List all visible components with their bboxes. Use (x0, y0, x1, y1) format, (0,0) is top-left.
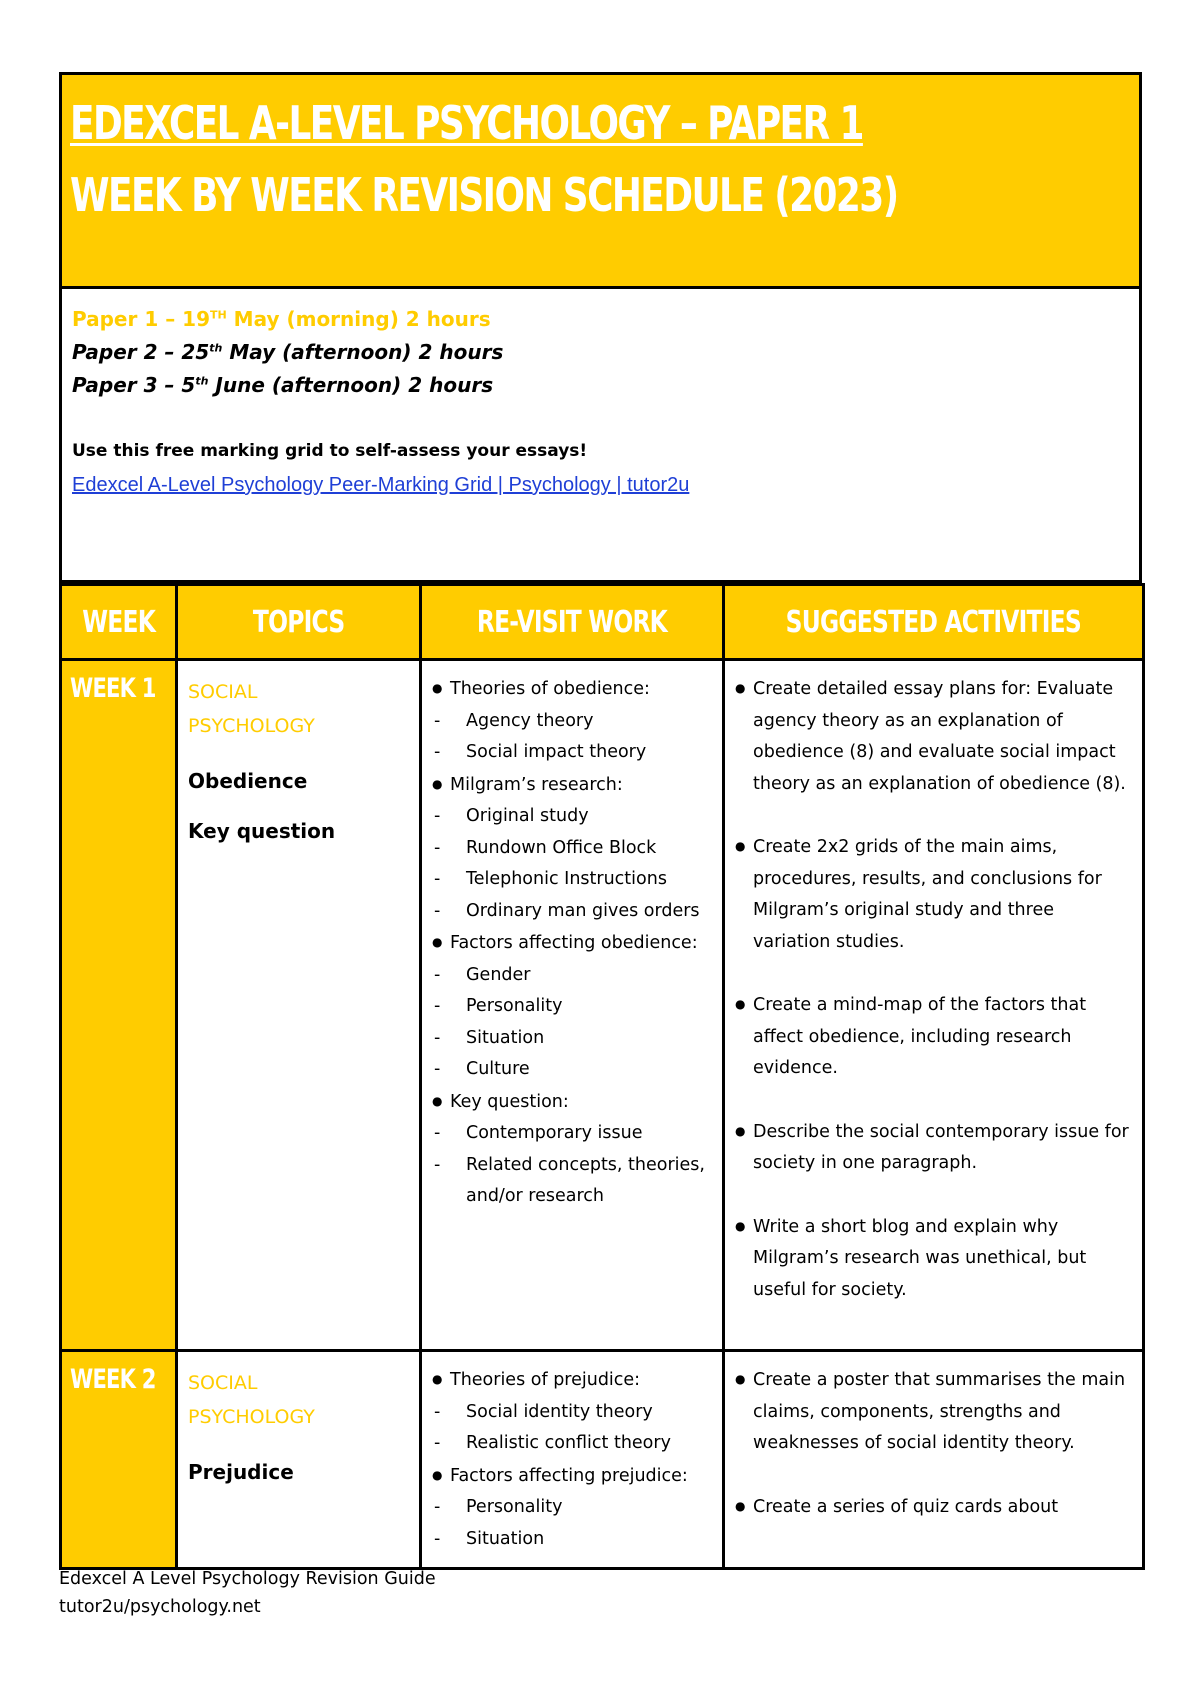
revisit-subitem: - Culture (432, 1054, 712, 1086)
title-line-1: EDEXCEL A-LEVEL PSYCHOLOGY – PAPER 1 (70, 96, 863, 150)
revisit-subitem: - Personality (432, 1492, 712, 1524)
revisit-bullet: ● Factors affecting obedience: (432, 927, 712, 960)
header-activities: SUGGESTED ACTIVITIES (724, 585, 1144, 660)
week-label-cell (61, 1351, 177, 1569)
revisit-subitem: - Situation (432, 1023, 712, 1055)
header-revisit: RE-VISIT WORK (421, 585, 724, 660)
table-header-row (61, 585, 1144, 660)
activity-item: ● Write a short blog and explain why Milgram’s research was unethical, but useful for society. (735, 1211, 1132, 1307)
topic-sub-1: Prejudice (188, 1460, 294, 1484)
week-label: WEEK 1 (70, 673, 156, 704)
table-row (61, 1351, 1144, 1569)
activity-item: ● Create detailed essay plans for: Evaluate agency theory as an explanation of obedience (8) and evaluate social impact theory as an explanation of obedience (8). (735, 673, 1132, 800)
activity-item: ● Create 2x2 grids of the main aims, procedures, results, and conclusions for Milgram’s original study and three variation studies. (735, 831, 1132, 958)
activity-item: ● Describe the social contemporary issue for society in one paragraph. (735, 1116, 1132, 1180)
topic-title: SOCIAL PSYCHOLOGY (188, 1372, 315, 1428)
topic-sub-1: Obedience (188, 769, 308, 793)
title-banner (59, 72, 1142, 286)
revisit-subitem: - Telephonic Instructions (432, 864, 712, 896)
revisit-subitem: - Realistic conflict theory (432, 1428, 712, 1460)
page-footer (59, 1565, 436, 1621)
revisit-subitem: - Contemporary issue (432, 1118, 712, 1150)
paper-1-date: Paper 1 – 19TH May (morning) 2 hours (72, 307, 491, 331)
marking-grid-note: Use this free marking grid to self-assess your essays! (72, 441, 588, 461)
topic-sub-2: Key question (188, 819, 336, 843)
paper-3-date: Paper 3 – 5th June (afternoon) 2 hours (72, 373, 494, 397)
activity-item: ● Create a series of quiz cards about (735, 1491, 1132, 1524)
header-topics: TOPICS (177, 585, 421, 660)
marking-grid-link[interactable]: Edexcel A-Level Psychology Peer-Marking Grid | Psychology | tutor2u (72, 474, 690, 496)
exam-info-box (59, 286, 1142, 583)
topic-cell (177, 1351, 421, 1569)
schedule-table (59, 583, 1145, 1570)
activities-cell (724, 660, 1144, 1351)
revisit-bullet: ● Key question: (432, 1086, 712, 1119)
revisit-subitem: - Personality (432, 991, 712, 1023)
title-line-2: WEEK BY WEEK REVISION SCHEDULE (2023) (70, 168, 898, 222)
table-row (61, 660, 1144, 1351)
topic-title: SOCIAL PSYCHOLOGY (188, 681, 315, 737)
revisit-bullet: ● Theories of prejudice: (432, 1364, 712, 1397)
revisit-subitem: - Related concepts, theories, and/or research (432, 1150, 712, 1213)
revisit-subitem: - Social identity theory (432, 1397, 712, 1429)
paper-2-date: Paper 2 – 25th May (afternoon) 2 hours (72, 340, 504, 364)
revisit-subitem: - Ordinary man gives orders (432, 896, 712, 928)
activities-cell (724, 1351, 1144, 1569)
week-label-cell (61, 660, 177, 1351)
document (59, 72, 1142, 1570)
revisit-bullet: ● Theories of obedience: (432, 673, 712, 706)
revisit-bullet: ● Milgram’s research: (432, 769, 712, 802)
header-week: WEEK (61, 585, 177, 660)
revisit-subitem: - Rundown Office Block (432, 833, 712, 865)
topic-cell (177, 660, 421, 1351)
footer-line-1: Edexcel A Level Psychology Revision Guide (59, 1569, 436, 1589)
activity-item: ● Create a poster that summarises the main claims, components, strengths and weaknesses of social identity theory. (735, 1364, 1132, 1460)
revisit-subitem: - Agency theory (432, 706, 712, 738)
week-label: WEEK 2 (70, 1364, 156, 1395)
activity-item: ● Create a mind-map of the factors that affect obedience, including research evidence. (735, 989, 1132, 1085)
revisit-subitem: - Social impact theory (432, 737, 712, 769)
revisit-subitem: - Original study (432, 801, 712, 833)
revisit-cell (421, 660, 724, 1351)
revisit-subitem: - Gender (432, 960, 712, 992)
revisit-bullet: ● Factors affecting prejudice: (432, 1460, 712, 1493)
footer-line-2: tutor2u/psychology.net (59, 1597, 261, 1617)
revisit-cell (421, 1351, 724, 1569)
revisit-subitem: - Situation (432, 1524, 712, 1556)
